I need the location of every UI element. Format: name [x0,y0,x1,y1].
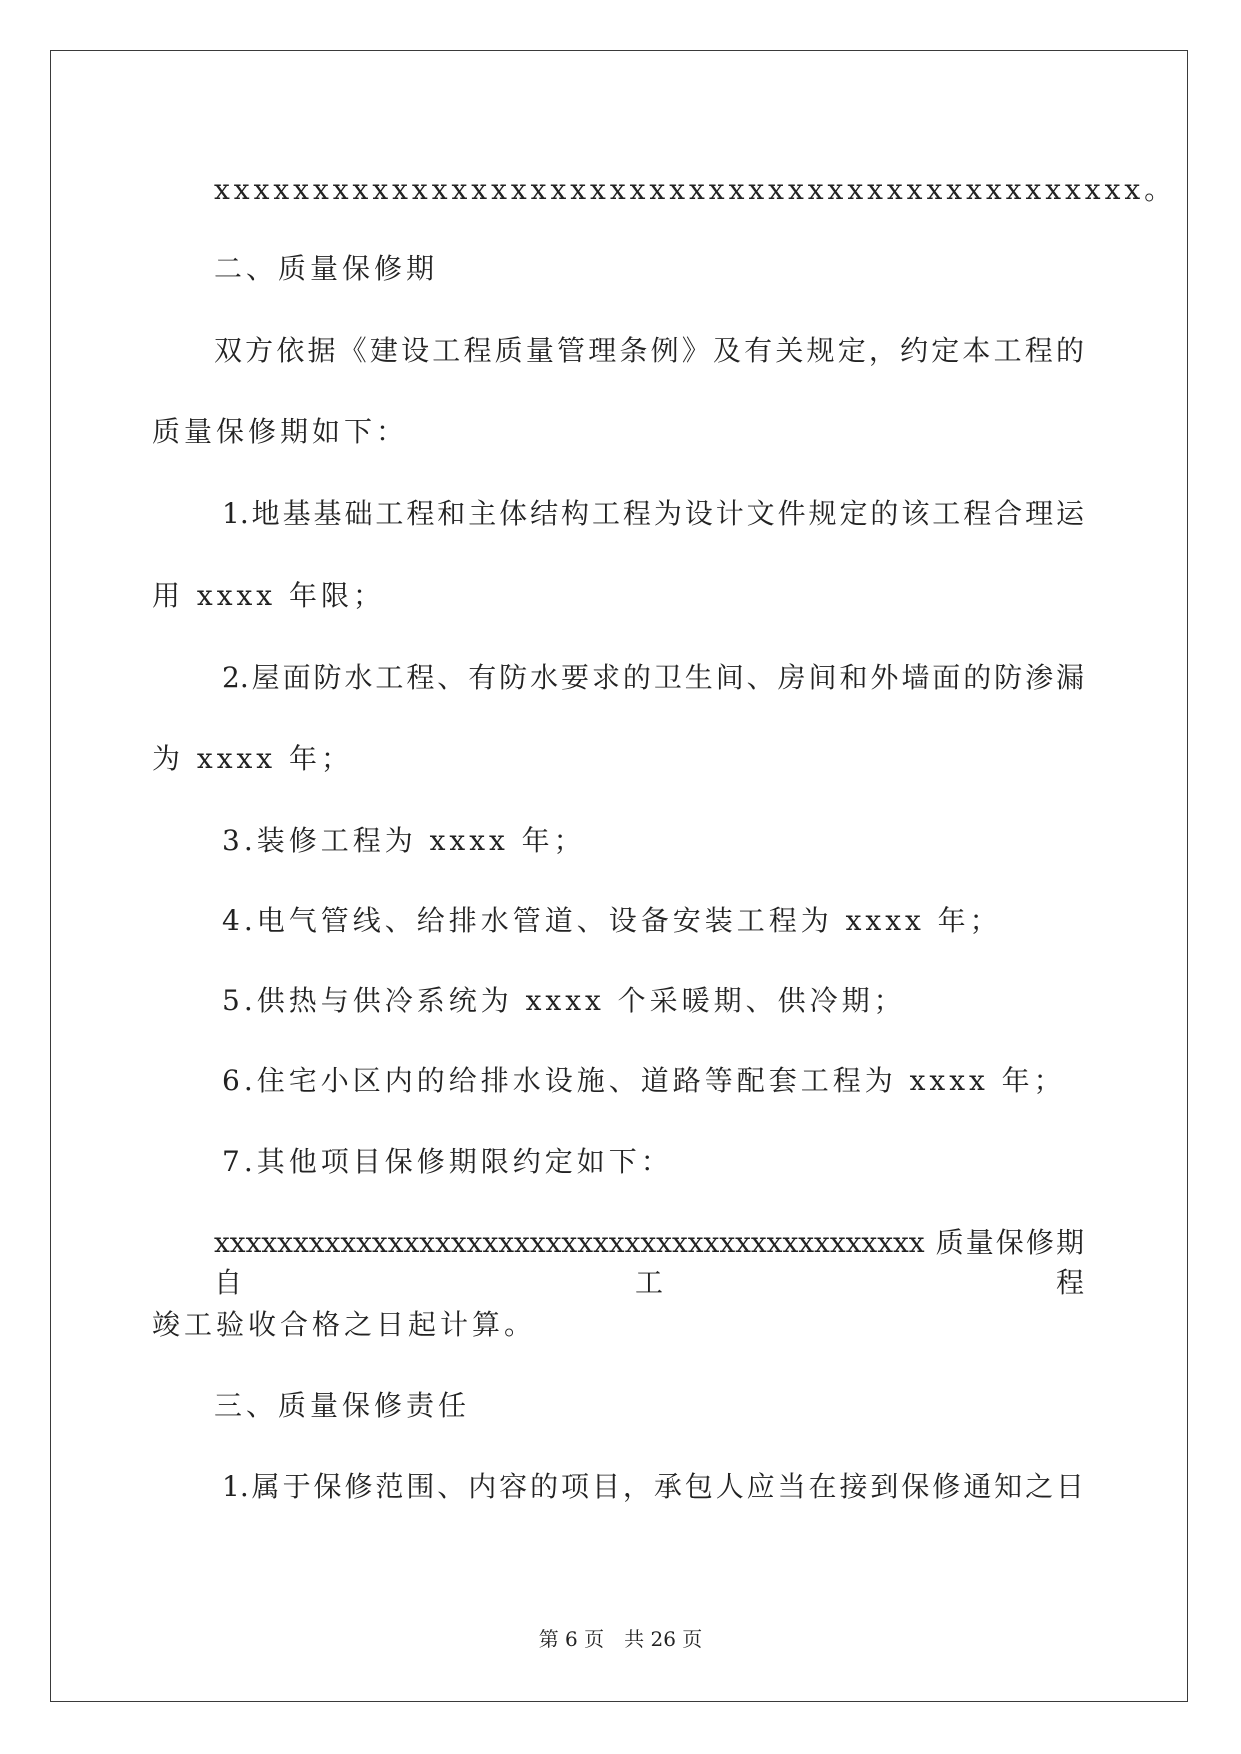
section-heading-warranty-period: 二、质量保修期 [214,252,439,285]
list-item-4: 4.电气管线、给排水管道、设备安装工程为 xxxx 年； [222,904,1002,937]
section-heading-warranty-responsibility: 三、质量保修责任 [214,1389,471,1422]
paragraph-line: 质量保修期如下： [152,415,409,448]
paragraph-line: 竣工验收合格之日起计算。 [152,1308,537,1341]
list-item-1-line: 1.属于保修范围、内容的项目，承包人应当在接到保修通知之日 [222,1470,1084,1503]
paragraph-line: 双方依据《建设工程质量管理条例》及有关规定，约定本工程的 [214,334,1084,367]
list-item-1-line: 1.地基基础工程和主体结构工程为设计文件规定的该工程合理运 [222,497,1084,530]
list-item-3: 3.装修工程为 xxxx 年； [222,824,586,857]
list-item-6: 6.住宅小区内的给排水设施、道路等配套工程为 xxxx 年； [222,1064,1066,1097]
list-item-1-line: 用 xxxx 年限； [152,579,385,612]
paragraph-line: xxxxxxxxxxxxxxxxxxxxxxxxxxxxxxxxxxxxxxxxxxxxx 质量保修期自工程 [214,1226,1084,1299]
list-item-7: 7.其他项目保修期限约定如下： [222,1145,673,1178]
page-number-footer: 第 6 页 共 26 页 [538,1627,703,1651]
text-line-continuation: xxxxxxxxxxxxxxxxxxxxxxxxxxxxxxxxxxxxxxxxxxxxxxx。 [214,173,1177,206]
list-item-2-line: 为 xxxx 年； [152,742,353,775]
page-border [50,50,1188,1702]
list-item-2-line: 2.屋面防水工程、有防水要求的卫生间、房间和外墙面的防渗漏 [222,661,1084,694]
list-item-5: 5.供热与供冷系统为 xxxx 个采暖期、供冷期； [222,984,906,1017]
